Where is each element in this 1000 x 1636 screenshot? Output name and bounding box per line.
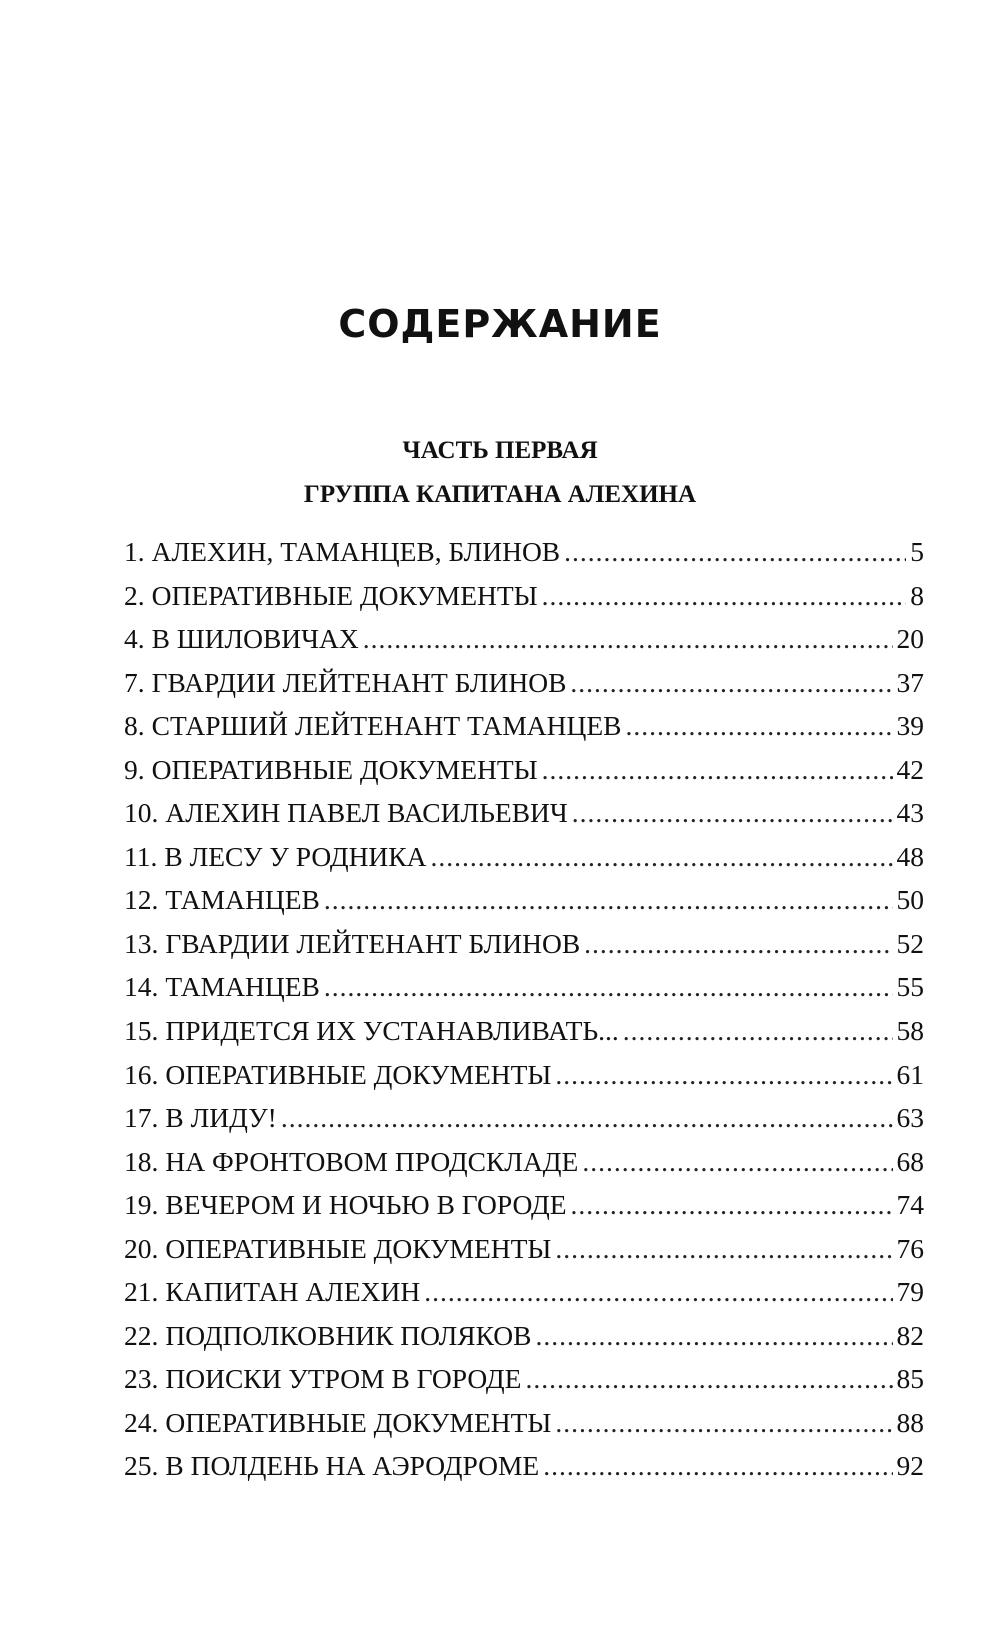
entry-page-number: 5 — [910, 536, 924, 567]
entry-number: 15. — [124, 1015, 159, 1047]
entry-page-number: 74 — [896, 1189, 924, 1221]
entry-page-number: 8 — [910, 579, 924, 611]
entry-title: В ЛЕСУ У РОДНИКА — [164, 840, 427, 872]
dot-leader — [542, 748, 893, 792]
toc-entry — [124, 1183, 924, 1227]
entry-title: ТАМАНЦЕВ — [165, 884, 320, 916]
part-label: ЧАСТЬ ПЕРВАЯ — [402, 437, 598, 464]
entry-page-number: 42 — [896, 753, 924, 785]
entry-page-number: 39 — [896, 710, 924, 742]
entry-number: 8. — [124, 710, 145, 742]
dot-leader — [281, 1096, 893, 1140]
toc-entry — [124, 1053, 924, 1097]
entry-number: 16. — [124, 1058, 159, 1090]
entry-title: НА ФРОНТОВОМ ПРОДСКЛАДЕ — [165, 1145, 579, 1177]
entry-page-number: 63 — [896, 1102, 924, 1134]
toc-entry — [124, 661, 924, 705]
entry-number: 4. — [124, 623, 145, 655]
dot-leader — [363, 617, 893, 661]
entry-number: 13. — [124, 927, 159, 959]
entry-page-number: 20 — [896, 623, 924, 655]
dot-leader — [525, 1357, 892, 1401]
entry-number: 9. — [124, 753, 145, 785]
entry-page-number: 37 — [896, 666, 924, 698]
entry-page-number: 55 — [896, 971, 924, 1003]
entry-title: ПОДПОЛКОВНИК ПОЛЯКОВ — [165, 1319, 532, 1351]
toc-entry — [124, 530, 924, 574]
toc-entry — [124, 1270, 924, 1314]
dot-leader — [571, 1183, 893, 1227]
toc-entry — [124, 704, 924, 748]
entry-title: ОПЕРАТИВНЫЕ ДОКУМЕНТЫ — [151, 579, 538, 611]
dot-leader — [626, 704, 893, 748]
entry-number: 11. — [124, 840, 158, 872]
entry-page-number: 50 — [896, 884, 924, 916]
dot-leader — [324, 965, 893, 1009]
entry-number: 17. — [124, 1102, 159, 1134]
dot-leader — [572, 791, 893, 835]
dot-leader — [555, 1053, 892, 1097]
toc-entry — [124, 1314, 924, 1358]
toc-entry — [124, 1401, 924, 1445]
toc-entry — [124, 1140, 924, 1184]
entry-title: СТАРШИЙ ЛЕЙТЕНАНТ ТАМАНЦЕВ — [151, 710, 622, 742]
part-title: ГРУППА КАПИТАНА АЛЕХИНА — [303, 481, 697, 508]
toc-entry — [124, 835, 924, 879]
entry-number: 23. — [124, 1363, 159, 1395]
entry-title: ПОИСКИ УТРОМ В ГОРОДЕ — [165, 1363, 522, 1395]
dot-leader — [535, 1314, 892, 1358]
entry-number: 19. — [124, 1189, 159, 1221]
dot-leader — [424, 1270, 892, 1314]
entry-number: 24. — [124, 1406, 159, 1438]
toc-entry — [124, 748, 924, 792]
entry-title: КАПИТАН АЛЕХИН — [165, 1276, 421, 1308]
entry-title: ВЕЧЕРОМ И НОЧЬЮ В ГОРОДЕ — [165, 1189, 567, 1221]
entry-title: ОПЕРАТИВНЫЕ ДОКУМЕНТЫ — [165, 1406, 552, 1438]
dot-leader — [564, 530, 906, 574]
entry-title: ПРИДЕТСЯ ИХ УСТАНАВЛИВАТЬ... — [165, 1015, 619, 1047]
page-title: СОДЕРЖАНИЕ — [338, 302, 662, 346]
entry-number: 7. — [124, 666, 145, 698]
entry-page-number: 88 — [896, 1406, 924, 1438]
toc-entry — [124, 1009, 924, 1053]
entry-number: 14. — [124, 971, 159, 1003]
entry-page-number: 52 — [896, 927, 924, 959]
entry-title: В ЛИДУ! — [165, 1102, 277, 1134]
entry-title: ГВАРДИИ ЛЕЙТЕНАНТ БЛИНОВ — [165, 927, 581, 959]
entry-title: АЛЕХИН ПАВЕЛ ВАСИЛЬЕВИЧ — [165, 797, 568, 829]
entry-title: ОПЕРАТИВНЫЕ ДОКУМЕНТЫ — [165, 1232, 552, 1264]
entry-page-number: 85 — [896, 1363, 924, 1395]
entry-number: 10. — [124, 797, 159, 829]
entry-page-number: 82 — [896, 1319, 924, 1351]
toc-entry — [124, 1444, 924, 1488]
entry-page-number: 68 — [896, 1145, 924, 1177]
entry-title: В ШИЛОВИЧАХ — [151, 623, 359, 655]
dot-leader — [555, 1227, 892, 1271]
entry-page-number: 48 — [896, 840, 924, 872]
dot-leader — [584, 922, 892, 966]
entry-title: ОПЕРАТИВНЫЕ ДОКУМЕНТЫ — [151, 753, 538, 785]
entry-page-number: 43 — [896, 797, 924, 829]
entry-title: АЛЕХИН, ТАМАНЦЕВ, БЛИНОВ — [151, 536, 561, 567]
entry-number: 20. — [124, 1232, 159, 1264]
entry-page-number: 76 — [896, 1232, 924, 1264]
toc-entry — [124, 617, 924, 661]
toc-entry — [124, 878, 924, 922]
entry-number: 1. — [124, 536, 145, 567]
toc-entry — [124, 1357, 924, 1401]
dot-leader — [582, 1140, 892, 1184]
entry-number: 22. — [124, 1319, 159, 1351]
entry-number: 12. — [124, 884, 159, 916]
dot-leader — [431, 835, 893, 879]
toc-entry — [124, 1096, 924, 1140]
toc-entry — [124, 922, 924, 966]
entry-page-number: 79 — [896, 1276, 924, 1308]
entry-page-number: 61 — [896, 1058, 924, 1090]
toc-entry — [124, 965, 924, 1009]
entry-title: ГВАРДИИ ЛЕЙТЕНАНТ БЛИНОВ — [151, 666, 567, 698]
dot-leader — [324, 878, 893, 922]
entry-page-number: 58 — [896, 1015, 924, 1047]
toc-entry — [124, 574, 924, 618]
dot-leader — [623, 1009, 893, 1053]
entry-number: 18. — [124, 1145, 159, 1177]
toc-entry — [124, 1227, 924, 1271]
dot-leader — [543, 1444, 892, 1488]
entry-number: 25. — [124, 1450, 159, 1482]
dot-leader — [570, 661, 892, 705]
entry-number: 2. — [124, 579, 145, 611]
entry-number: 21. — [124, 1276, 159, 1308]
dot-leader — [555, 1401, 892, 1445]
toc-entry — [124, 791, 924, 835]
entry-page-number: 92 — [896, 1450, 924, 1482]
dot-leader — [542, 574, 907, 618]
entry-title: ТАМАНЦЕВ — [165, 971, 320, 1003]
entry-title: ОПЕРАТИВНЫЕ ДОКУМЕНТЫ — [165, 1058, 552, 1090]
entry-title: В ПОЛДЕНЬ НА АЭРОДРОМЕ — [165, 1450, 540, 1482]
table-of-contents — [124, 530, 924, 1488]
